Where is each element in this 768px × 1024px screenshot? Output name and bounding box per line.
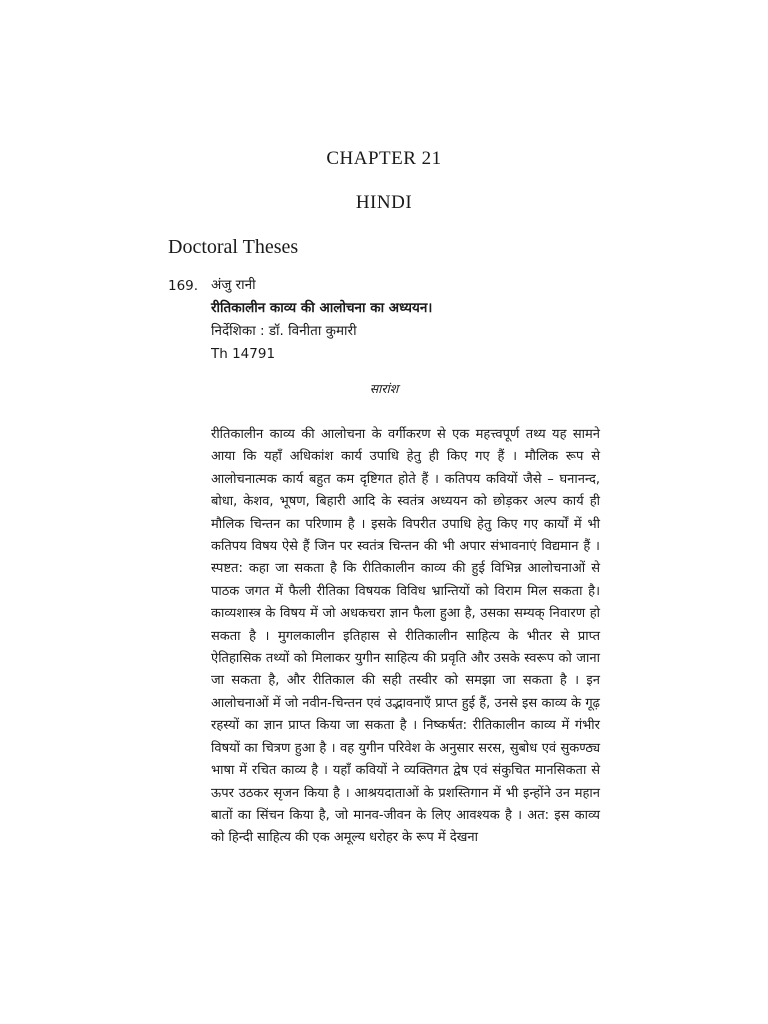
entry-title: रीतिकालीन काव्य की आलोचना का अध्ययन। bbox=[211, 300, 433, 316]
entry-number: 169. bbox=[168, 278, 199, 294]
thesis-entry bbox=[211, 274, 432, 366]
abstract-heading: सारांश bbox=[369, 381, 399, 396]
entry-thesis-number: Th 14791 bbox=[211, 346, 276, 362]
entry-author: अंजु रानी bbox=[211, 277, 256, 293]
entry-supervisor: निर्देशिका : डॉ. विनीता कुमारी bbox=[211, 323, 357, 339]
chapter-heading: CHAPTER 21 bbox=[326, 148, 442, 169]
section-heading: Doctoral Theses bbox=[168, 236, 299, 258]
subject-heading: HINDI bbox=[355, 192, 413, 213]
abstract-text: रीतिकालीन काव्य की आलोचना के वर्गीकरण से एक महत्त्वपूर्ण तथ्य यह सामने आया कि यहाँ अधिकांश कार्य उपाधि हेतु ही किए गए हैं । मौलिक रूप से आलोचनात्मक कार्य बहुत कम दृष्टिगत होते हैं । कतिपय कवियों जैसे – घनानन्द, बोधा, केशव, भूषण, बिहारी आदि के स्वतंत्र अध्ययन को छोड़कर अल्प कार्य ही मौलिक चिन्तन का परिणाम है । इसके विपरीत उपाधि हेतु किए गए कार्यों में भी कतिपय विषय ऐसे हैं जिन पर स्वतंत्र चिन्तन की भी अपार संभावनाएं विद्यमान हैं । स्पष्टत: कहा जा सकता है कि रीतिकालीन काव्य की हुई विभिन्न आलोचनाओं से पाठक जगत में फैली रीतिका विषयक विविध भ्रान्तियों को विराम मिल सकता है। काव्यशास्त्र के विषय में जो अधकचरा ज्ञान फैला हुआ है, उसका सम्यक् निवारण हो सकता है । मुगलकालीन इतिहास से रीतिकालीन साहित्य के भीतर से प्राप्त ऐतिहासिक तथ्यों को मिलाकर युगीन साहित्य की प्रवृति और उसके स्वरूप को जाना जा सकता है, और रीतिकाल की सही तस्वीर को समझा जा सकता है । इन आलोचनाओं में जो नवीन-चिन्तन एवं उद्भावनाएँ प्राप्त हुई हैं, उनसे इस काव्य के गूढ़ रहस्यों का ज्ञान प्राप्त किया जा सकता है । निष्कर्षत: रीतिकालीन काव्य में गंभीर विषयों का चित्रण हुआ है । वह युगीन परिवेश के अनुसार सरस, सुबोध एवं सुकण्ठ्य भाषा में रचित काव्य है । यहाँ कवियों ने व्यक्तिगत द्वेष एवं संकुचित मानसिकता से ऊपर उठकर सृजन किया है । आश्रयदाताओं के प्रशस्तिगान में भी इन्होंने उन महान बातों का सिंचन किया है, जो मानव-जीवन के लिए आवश्यक है । अत: इस काव्य को हिन्दी साहित्य की एक अमूल्य धरोहर के रूप में देखना bbox=[211, 427, 600, 846]
